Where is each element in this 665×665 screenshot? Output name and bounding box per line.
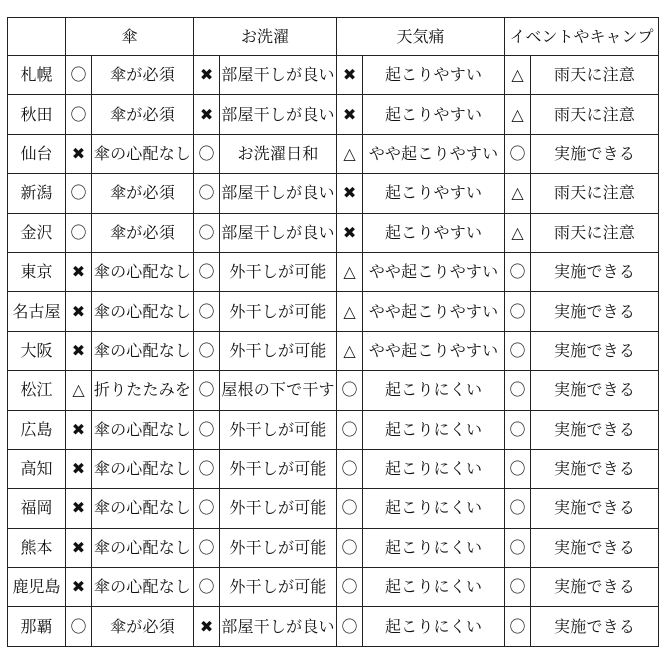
umbrella-text: 傘の心配なし xyxy=(92,252,194,291)
event-text: 実施できる xyxy=(531,410,659,449)
umbrella-cross-icon: ✖ xyxy=(66,292,92,331)
laundry-text: 外干しが可能 xyxy=(220,449,337,488)
event-circle-icon: 〇 xyxy=(505,449,531,488)
umbrella-text: 傘の心配なし xyxy=(92,331,194,370)
table-row xyxy=(8,410,659,449)
table-row xyxy=(8,56,659,95)
header-event: イベントやキャンプ xyxy=(505,18,659,56)
umbrella-text: 傘が必須 xyxy=(92,607,194,646)
umbrella-text: 傘の心配なし xyxy=(92,410,194,449)
header-laundry: お洗濯 xyxy=(194,18,337,56)
event-circle-icon: 〇 xyxy=(505,371,531,410)
city-name: 大阪 xyxy=(8,331,66,370)
event-circle-icon: 〇 xyxy=(505,292,531,331)
event-triangle-icon: △ xyxy=(505,213,531,252)
umbrella-text: 傘の心配なし xyxy=(92,292,194,331)
laundry-text: 部屋干しが良い xyxy=(220,607,337,646)
laundry-text: 部屋干しが良い xyxy=(220,174,337,213)
headache-circle-icon: 〇 xyxy=(337,528,363,567)
laundry-circle-icon: 〇 xyxy=(194,568,220,607)
headache-text: 起こりにくい xyxy=(363,528,505,567)
city-name: 福岡 xyxy=(8,489,66,528)
umbrella-circle-icon: 〇 xyxy=(66,174,92,213)
weather-index-table xyxy=(7,17,659,647)
city-name: 秋田 xyxy=(8,95,66,134)
laundry-text: 部屋干しが良い xyxy=(220,213,337,252)
headache-text: 起こりやすい xyxy=(363,174,505,213)
headache-text: 起こりやすい xyxy=(363,95,505,134)
event-text: 実施できる xyxy=(531,607,659,646)
event-text: 実施できる xyxy=(531,568,659,607)
event-triangle-icon: △ xyxy=(505,174,531,213)
event-circle-icon: 〇 xyxy=(505,568,531,607)
event-text: 雨天に注意 xyxy=(531,56,659,95)
headache-circle-icon: 〇 xyxy=(337,568,363,607)
umbrella-text: 傘が必須 xyxy=(92,213,194,252)
headache-triangle-icon: △ xyxy=(337,292,363,331)
laundry-circle-icon: 〇 xyxy=(194,410,220,449)
headache-triangle-icon: △ xyxy=(337,331,363,370)
headache-triangle-icon: △ xyxy=(337,134,363,173)
table-row xyxy=(8,252,659,291)
laundry-circle-icon: 〇 xyxy=(194,449,220,488)
table-row xyxy=(8,607,659,646)
event-text: 実施できる xyxy=(531,331,659,370)
headache-text: 起こりにくい xyxy=(363,607,505,646)
table-row xyxy=(8,174,659,213)
table-row xyxy=(8,95,659,134)
header-row xyxy=(8,18,659,56)
umbrella-triangle-icon: △ xyxy=(66,371,92,410)
umbrella-text: 傘の心配なし xyxy=(92,528,194,567)
table-row xyxy=(8,568,659,607)
city-name: 鹿児島 xyxy=(8,568,66,607)
headache-circle-icon: 〇 xyxy=(337,410,363,449)
laundry-text: 屋根の下で干す xyxy=(220,371,337,410)
laundry-text: 外干しが可能 xyxy=(220,331,337,370)
table-row xyxy=(8,331,659,370)
headache-text: 起こりにくい xyxy=(363,489,505,528)
event-circle-icon: 〇 xyxy=(505,410,531,449)
laundry-cross-icon: ✖ xyxy=(194,607,220,646)
event-text: 実施できる xyxy=(531,292,659,331)
laundry-circle-icon: 〇 xyxy=(194,134,220,173)
city-name: 広島 xyxy=(8,410,66,449)
headache-text: やや起こりやすい xyxy=(363,252,505,291)
headache-triangle-icon: △ xyxy=(337,252,363,291)
city-name: 札幌 xyxy=(8,56,66,95)
headache-text: 起こりやすい xyxy=(363,213,505,252)
event-text: 雨天に注意 xyxy=(531,213,659,252)
headache-circle-icon: 〇 xyxy=(337,371,363,410)
umbrella-cross-icon: ✖ xyxy=(66,568,92,607)
laundry-text: 外干しが可能 xyxy=(220,292,337,331)
event-circle-icon: 〇 xyxy=(505,607,531,646)
umbrella-cross-icon: ✖ xyxy=(66,489,92,528)
event-text: 実施できる xyxy=(531,528,659,567)
laundry-text: 部屋干しが良い xyxy=(220,56,337,95)
table-row xyxy=(8,371,659,410)
umbrella-text: 傘の心配なし xyxy=(92,568,194,607)
city-name: 金沢 xyxy=(8,213,66,252)
header-umbrella: 傘 xyxy=(66,18,194,56)
headache-text: やや起こりやすい xyxy=(363,292,505,331)
event-text: 雨天に注意 xyxy=(531,95,659,134)
event-circle-icon: 〇 xyxy=(505,252,531,291)
headache-text: 起こりにくい xyxy=(363,449,505,488)
umbrella-text: 傘の心配なし xyxy=(92,489,194,528)
header-headache: 天気痛 xyxy=(337,18,505,56)
headache-text: 起こりやすい xyxy=(363,56,505,95)
event-text: 実施できる xyxy=(531,134,659,173)
umbrella-circle-icon: 〇 xyxy=(66,213,92,252)
laundry-circle-icon: 〇 xyxy=(194,292,220,331)
laundry-text: 外干しが可能 xyxy=(220,410,337,449)
table-row xyxy=(8,213,659,252)
laundry-cross-icon: ✖ xyxy=(194,56,220,95)
umbrella-text: 傘が必須 xyxy=(92,95,194,134)
headache-cross-icon: ✖ xyxy=(337,56,363,95)
headache-text: 起こりにくい xyxy=(363,410,505,449)
laundry-circle-icon: 〇 xyxy=(194,213,220,252)
umbrella-circle-icon: 〇 xyxy=(66,607,92,646)
table-row xyxy=(8,528,659,567)
city-name: 仙台 xyxy=(8,134,66,173)
headache-circle-icon: 〇 xyxy=(337,607,363,646)
table-row xyxy=(8,134,659,173)
event-text: 実施できる xyxy=(531,252,659,291)
city-name: 東京 xyxy=(8,252,66,291)
umbrella-text: 折りたたみを xyxy=(92,371,194,410)
laundry-text: 外干しが可能 xyxy=(220,489,337,528)
headache-cross-icon: ✖ xyxy=(337,213,363,252)
event-triangle-icon: △ xyxy=(505,56,531,95)
laundry-circle-icon: 〇 xyxy=(194,252,220,291)
city-name: 高知 xyxy=(8,449,66,488)
headache-text: 起こりにくい xyxy=(363,371,505,410)
city-name: 那覇 xyxy=(8,607,66,646)
event-circle-icon: 〇 xyxy=(505,331,531,370)
city-name: 新潟 xyxy=(8,174,66,213)
event-triangle-icon: △ xyxy=(505,95,531,134)
event-text: 実施できる xyxy=(531,489,659,528)
event-circle-icon: 〇 xyxy=(505,134,531,173)
umbrella-cross-icon: ✖ xyxy=(66,449,92,488)
umbrella-circle-icon: 〇 xyxy=(66,56,92,95)
umbrella-text: 傘が必須 xyxy=(92,56,194,95)
umbrella-cross-icon: ✖ xyxy=(66,528,92,567)
event-text: 実施できる xyxy=(531,371,659,410)
laundry-text: お洗濯日和 xyxy=(220,134,337,173)
city-name: 松江 xyxy=(8,371,66,410)
table-row xyxy=(8,292,659,331)
umbrella-cross-icon: ✖ xyxy=(66,252,92,291)
headache-circle-icon: 〇 xyxy=(337,489,363,528)
headache-cross-icon: ✖ xyxy=(337,95,363,134)
headache-cross-icon: ✖ xyxy=(337,174,363,213)
event-text: 実施できる xyxy=(531,449,659,488)
umbrella-cross-icon: ✖ xyxy=(66,331,92,370)
headache-text: 起こりにくい xyxy=(363,568,505,607)
umbrella-cross-icon: ✖ xyxy=(66,410,92,449)
laundry-circle-icon: 〇 xyxy=(194,489,220,528)
umbrella-text: 傘の心配なし xyxy=(92,134,194,173)
umbrella-circle-icon: 〇 xyxy=(66,95,92,134)
city-name: 熊本 xyxy=(8,528,66,567)
laundry-text: 外干しが可能 xyxy=(220,528,337,567)
laundry-circle-icon: 〇 xyxy=(194,331,220,370)
table-body xyxy=(8,56,659,647)
table-row xyxy=(8,449,659,488)
event-text: 雨天に注意 xyxy=(531,174,659,213)
city-name: 名古屋 xyxy=(8,292,66,331)
laundry-text: 部屋干しが良い xyxy=(220,95,337,134)
umbrella-text: 傘が必須 xyxy=(92,174,194,213)
corner-cell xyxy=(8,18,66,56)
laundry-text: 外干しが可能 xyxy=(220,568,337,607)
laundry-cross-icon: ✖ xyxy=(194,95,220,134)
headache-text: やや起こりやすい xyxy=(363,134,505,173)
laundry-circle-icon: 〇 xyxy=(194,371,220,410)
laundry-text: 外干しが可能 xyxy=(220,252,337,291)
event-circle-icon: 〇 xyxy=(505,489,531,528)
laundry-circle-icon: 〇 xyxy=(194,528,220,567)
headache-text: やや起こりやすい xyxy=(363,331,505,370)
table-row xyxy=(8,489,659,528)
umbrella-cross-icon: ✖ xyxy=(66,134,92,173)
headache-circle-icon: 〇 xyxy=(337,449,363,488)
umbrella-text: 傘の心配なし xyxy=(92,449,194,488)
laundry-circle-icon: 〇 xyxy=(194,174,220,213)
event-circle-icon: 〇 xyxy=(505,528,531,567)
